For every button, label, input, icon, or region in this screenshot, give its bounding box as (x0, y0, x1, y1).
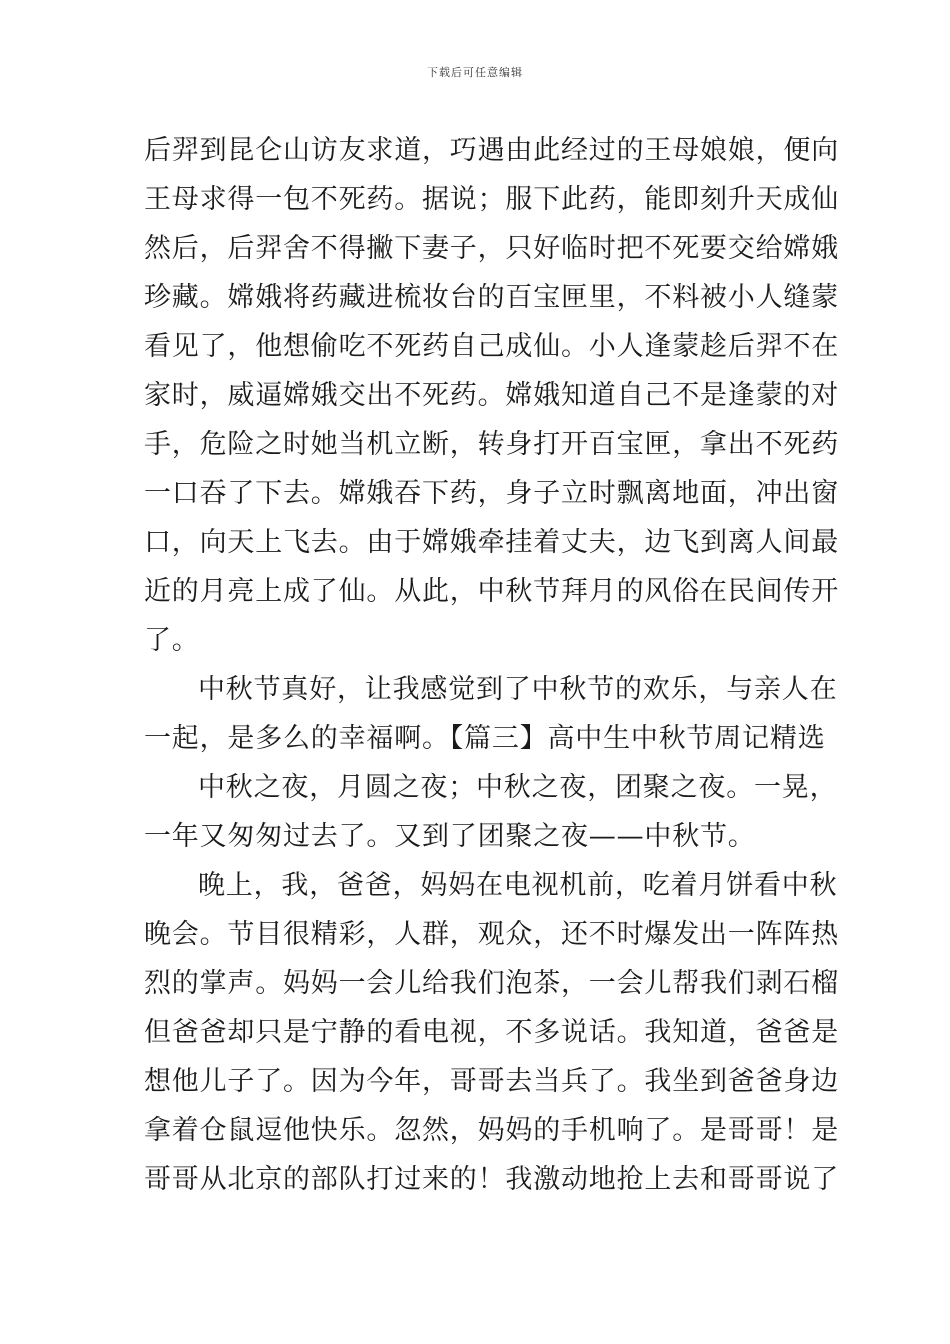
text-line: 看见了，他想偷吃不死药自己成仙。小人逢蒙趁后羿不在 (144, 331, 839, 362)
text-line: 珍藏。嫦娥将药藏进梳妆台的百宝匣里，不料被小人缝蒙 (144, 282, 839, 313)
document-body (144, 126, 839, 1204)
text-line: 但爸爸却只是宁静的看电视，不多说话。我知道，爸爸是 (144, 1017, 839, 1048)
text-line: 想他儿子了。因为今年，哥哥去当兵了。我坐到爸爸身边 (144, 1066, 839, 1097)
text-line: 手，危险之时她当机立断，转身打开百宝匣，拿出不死药 (144, 429, 839, 460)
text-line: 拿着仓鼠逗他快乐。忽然，妈妈的手机响了。是哥哥！是 (144, 1115, 839, 1146)
text-line: 了。 (144, 625, 200, 656)
text-line: 一年又匆匆过去了。又到了团聚之夜——中秋节。 (144, 821, 756, 852)
text-line: 晚会。节目很精彩，人群，观众，还不时爆发出一阵阵热 (144, 919, 839, 950)
text-line: 后羿到昆仑山访友求道，巧遇由此经过的王母娘娘，便向 (144, 135, 839, 166)
text-line: 王母求得一包不死药。据说；服下此药，能即刻升天成仙 (144, 184, 839, 215)
text-line: 口，向天上飞去。由于嫦娥牵挂着丈夫，边飞到离人间最 (144, 527, 839, 558)
text-line: 一口吞了下去。嫦娥吞下药，身子立时飘离地面，冲出窗 (144, 478, 839, 509)
text-line: 烈的掌声。妈妈一会儿给我们泡茶，一会儿帮我们剥石榴 (144, 968, 839, 999)
text-line: 中秋之夜，月圆之夜；中秋之夜，团聚之夜。一晃， (198, 772, 838, 803)
text-line: 中秋节真好，让我感觉到了中秋节的欢乐，与亲人在 (198, 674, 838, 705)
text-line: 一起，是多么的幸福啊。【篇三】高中生中秋节周记精选 (144, 723, 826, 754)
page-header: 下载后可任意编辑 (427, 66, 523, 79)
text-line: 家时，威逼嫦娥交出不死药。嫦娥知道自己不是逢蒙的对 (144, 380, 839, 411)
text-line: 近的月亮上成了仙。从此，中秋节拜月的风俗在民间传开 (144, 576, 839, 607)
text-line: 哥哥从北京的部队打过来的！我激动地抢上去和哥哥说了 (144, 1164, 839, 1195)
text-line: 然后，后羿舍不得撇下妻子，只好临时把不死要交给嫦娥 (144, 233, 839, 264)
text-line: 晚上，我，爸爸，妈妈在电视机前，吃着月饼看中秋 (198, 870, 838, 901)
